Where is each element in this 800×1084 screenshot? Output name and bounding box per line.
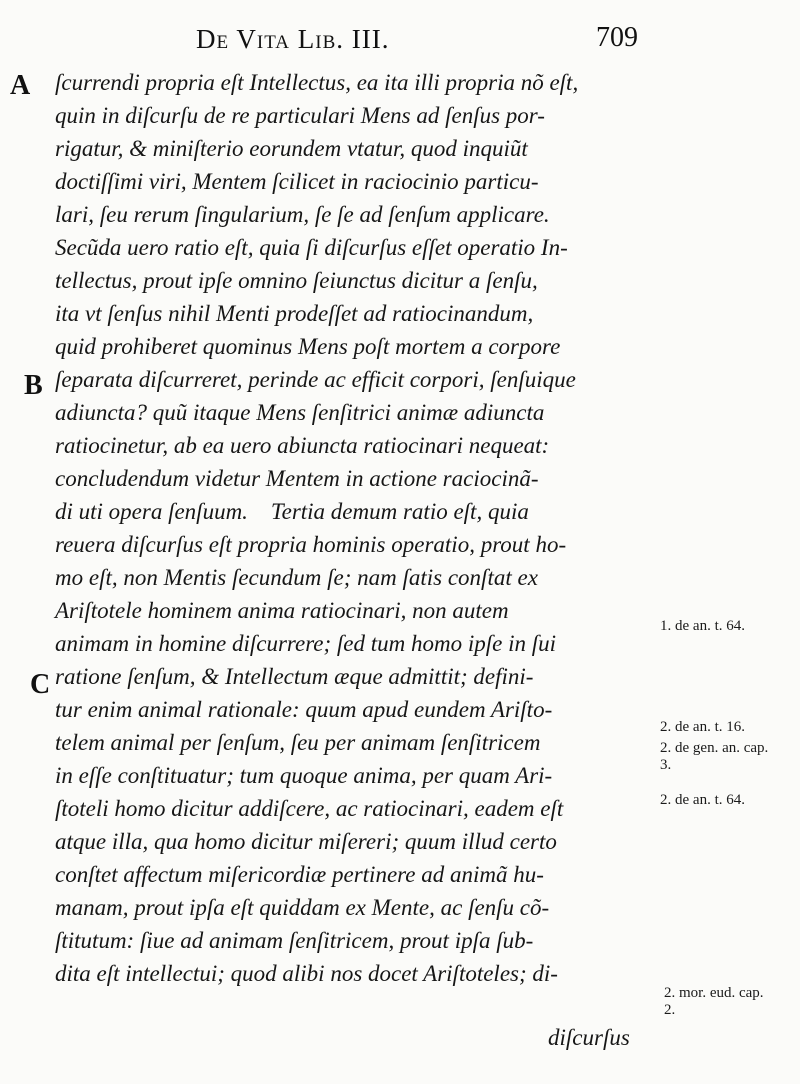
text-line: ſtoteli homo dicitur addiſcere, ac ratiocinari, eadem eſt (55, 796, 564, 821)
text-line: atque illa, qua homo dicitur miſereri; quum illud certo (55, 829, 557, 854)
text-line: Ariſtotele hominem anima ratiocinari, non autem (55, 598, 509, 623)
text-line: quin in diſcurſu de re particulari Mens ad ſenſus por- (55, 103, 545, 128)
running-title: De Vita Lib. III. (196, 24, 390, 54)
text-line: concludendum videtur Mentem in actione raciocinã- (55, 466, 539, 491)
text-line: rigatur, & miniſterio eorundem vtatur, quod inquiũt (55, 136, 528, 161)
text-line: conſtet affectum miſericordiæ pertinere ad animã hu- (55, 862, 544, 887)
catchword: diſcurſus (548, 1025, 630, 1050)
section-letter-a: A (10, 70, 31, 101)
text-line: in eſſe conſtituatur; tum quoque anima, per quam Ari- (55, 763, 553, 788)
section-letter-c: C (30, 669, 51, 700)
section-letter-b: B (24, 370, 43, 401)
text-line: ſcurrendi propria eſt Intellectus, ea ita illi propria nõ eſt, (55, 70, 579, 95)
text-line: doctiſſimi viri, Mentem ſcilicet in raciocinio particu- (55, 169, 539, 194)
text-line: quid prohiberet quominus Mens poſt mortem a corpore (55, 334, 561, 359)
marginal-note: 1. de an. t. 64. (660, 618, 745, 634)
marginal-note: 2. de an. t. 16. (660, 719, 745, 735)
page-number: 709 (596, 22, 638, 53)
text-line: tellectus, prout ipſe omnino ſeiunctus dicitur a ſenſu, (55, 268, 538, 293)
text-line: ita vt ſenſus nihil Menti prodeſſet ad ratiocinandum, (55, 301, 534, 326)
text-line: di uti opera ſenſuum. Tertia demum ratio eſt, quia (55, 499, 529, 524)
text-line: ſtitutum: ſiue ad animam ſenſitricem, prout ipſa ſub- (55, 928, 534, 953)
body-text (55, 66, 655, 990)
text-line: reuera diſcurſus eſt propria hominis operatio, prout ho- (55, 532, 567, 557)
text-line: ratione ſenſum, & Intellectum æque admittit; defini- (55, 664, 534, 689)
marginal-note: 2. de gen. an. cap. 3. (660, 740, 769, 773)
marginal-note: 2. de an. t. 64. (660, 792, 745, 808)
text-line: ratiocinetur, ab ea uero abiuncta ratiocinari nequeat: (55, 433, 550, 458)
text-line: manam, prout ipſa eſt quiddam ex Mente, ac ſenſu cõ- (55, 895, 550, 920)
text-line: tur enim animal rationale: quum apud eundem Ariſto- (55, 697, 553, 722)
text-line: animam in homine diſcurrere; ſed tum homo ipſe in ſui (55, 631, 557, 656)
text-line: adiuncta? quũ itaque Mens ſenſitrici animæ adiuncta (55, 400, 545, 425)
text-line: ſeparata diſcurreret, perinde ac efficit corpori, ſenſuique (55, 367, 576, 392)
text-line: dita eſt intellectui; quod alibi nos docet Ariſtoteles; di- (55, 961, 558, 986)
text-line: telem animal per ſenſum, ſeu per animam ſenſitricem (55, 730, 541, 755)
marginal-note: 2. mor. eud. cap. 2. (664, 985, 764, 1018)
text-line: mo eſt, non Mentis ſecundum ſe; nam ſatis conſtat ex (55, 565, 538, 590)
text-line: lari, ſeu rerum ſingularium, ſe ſe ad ſenſum applicare. (55, 202, 550, 227)
text-line: Secũda uero ratio eſt, quia ſi diſcurſus eſſet operatio In- (55, 235, 568, 260)
